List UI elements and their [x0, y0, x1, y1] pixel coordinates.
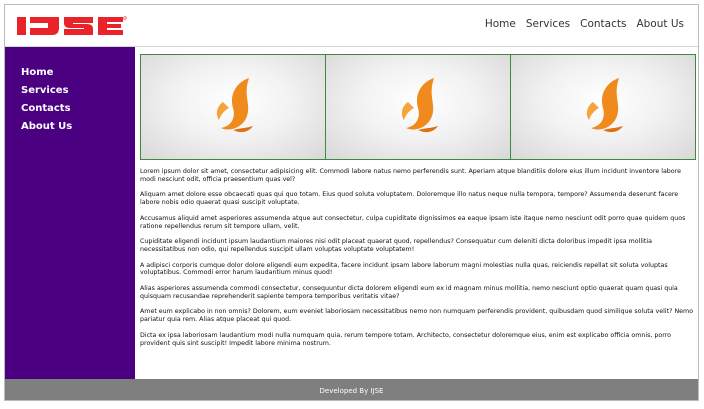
sidebar-menu — [5, 47, 135, 132]
sidebar-item-home[interactable]: Home — [21, 67, 54, 78]
paragraph: Amet eum explicabo in non omnis? Dolorem, eum eveniet laboriosam necessitatibus nemo non numquam perferendis provident, quibusdam quod similique soluta velit? Nemo pariatur quia rem. Alias atque placeat qui quod. — [140, 308, 694, 324]
paragraph: Cupiditate eligendi incidunt ipsum laudantium maiores nisi odit placeat quaerat quod, repellendus? Consequatur cum deleniti dicta doloribus impedit ipsa mollitia necessitatibus non odio, qui repellendus suscipit ullam voluptas voluptate voluptatem! — [140, 238, 652, 253]
footer — [5, 379, 698, 401]
main-content — [135, 47, 699, 379]
nav-home[interactable]: Home — [484, 18, 516, 30]
flame-logo-icon — [388, 72, 448, 142]
paragraph: Lorem ipsum dolor sit amet, consectetur adipisicing elit. Commodi labore natus nemo perferendis sunt. Aperiam atque blanditiis dolore eius illum incidunt inventore labore modi nesciunt odit, officia praesentium quas vel? — [140, 168, 681, 183]
content-paragraphs — [140, 168, 696, 355]
nav-contacts[interactable]: Contacts — [580, 18, 627, 30]
footer-text: Developed By IJSE — [319, 386, 384, 395]
flame-logo-icon — [203, 72, 263, 142]
page-frame — [4, 4, 699, 401]
sidebar — [5, 47, 135, 379]
paragraph: A adipisci corporis cumque dolor dolore eligendi eum expedita, facere incidunt ipsam labore laborum magni molestias nulla quas, reiciendis repellat sit soluta voluptas voluptatibus. Commodi error harum laudantium minus quod! — [140, 261, 668, 277]
paragraph: Dicta ex ipsa laboriosam laudantium modi nulla numquam quia, rerum tempore totam. Architecto, consectetur doloremque eius, enim est explicabo officia omnis, porro provident quis sint suscipit! Impedit labore minima nostrum. — [140, 331, 671, 347]
gallery-tile — [510, 55, 695, 159]
paragraph: Aliquam amet dolore esse obcaecati quas qui quo totam. Eius quod soluta voluptatem. Doloremque illo natus neque nulla tempora, tempore? Assumenda deserunt facere labore nobis odio quaerat quasi suscipit voluptate. — [140, 191, 679, 207]
nav-about-us[interactable]: About Us — [636, 18, 684, 30]
ijse-logo[interactable] — [17, 15, 127, 37]
top-nav — [485, 18, 684, 30]
sidebar-item-contacts[interactable]: Contacts — [21, 103, 71, 114]
gallery-tile — [325, 55, 510, 159]
flame-logo-icon — [573, 72, 633, 142]
image-gallery — [140, 54, 696, 160]
header — [5, 5, 698, 47]
nav-services[interactable]: Services — [525, 18, 571, 30]
gallery-tile — [141, 55, 325, 159]
sidebar-item-about-us[interactable]: About Us — [21, 121, 73, 132]
sidebar-item-services[interactable]: Services — [21, 85, 69, 96]
paragraph: Accusamus aliquid amet asperiores assumenda atque aut consectetur, culpa cupiditate dignissimos ea eaque ipsam iste itaque nemo nesciunt odit porro quae quidem quos ratione repellendus rerum sit tempore ullam, velit. — [140, 214, 686, 230]
paragraph: Alias asperiores assumenda commodi consectetur, consequuntur dicta dolorem eligendi eum ex id magnam minus mollitia, nemo nesciunt optio quaerat quam quasi quia quisquam recusandae reprehenderit sapiente tempora temporibus veritatis vitae? — [140, 284, 678, 300]
